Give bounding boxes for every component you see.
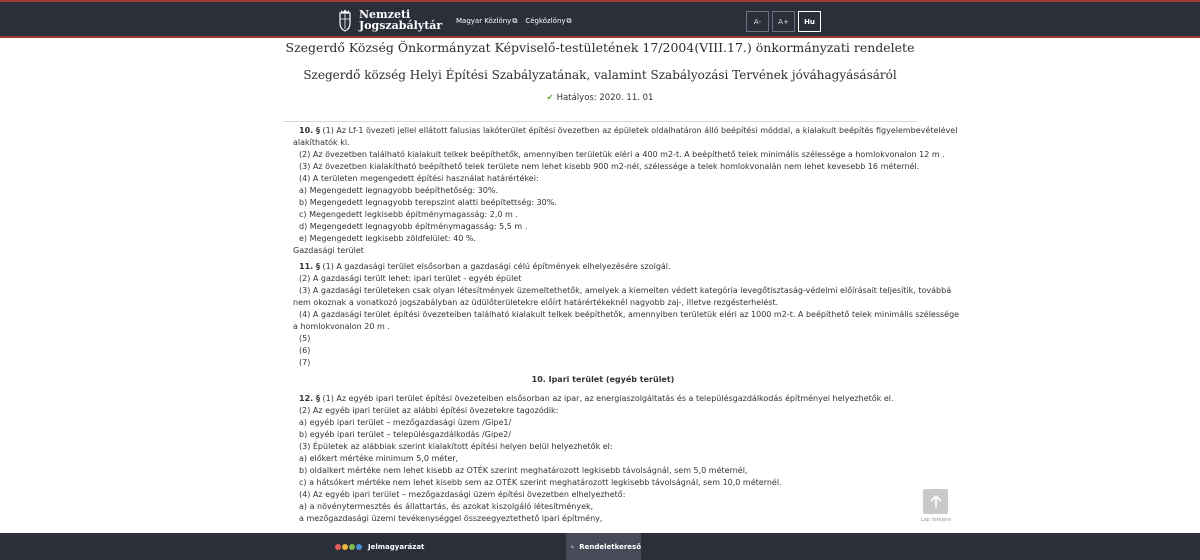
section-number: 11. § bbox=[299, 262, 320, 271]
text-line: b) Megengedett legnagyobb terepszint alatti beépítettség: 30%. bbox=[299, 198, 557, 207]
text-line: a) egyéb ipari terület – mezőgazdasági üzem /Gipe1/ bbox=[299, 418, 512, 427]
text-line: a) a növénytermesztés és állattartás, és azokat kiszolgáló létesítmények, bbox=[299, 502, 594, 511]
text-line: d) Megengedett legnagyobb építménymagasság: 5,5 m . bbox=[299, 222, 528, 231]
logo-text bbox=[359, 9, 442, 31]
text-line: a) előkert mértéke minimum 5,0 méter, bbox=[299, 454, 459, 463]
external-link-icon: ⧉ bbox=[566, 17, 572, 25]
text-line: (6) bbox=[299, 346, 311, 355]
text-line: e) Megengedett legkisebb zöldfelület: 40 %. bbox=[299, 234, 476, 243]
text-line: b) oldalkert mértéke nem lehet kisebb az OTÉK szerint meghatározott legkisebb távolságnál, sem 5,0 méternél, bbox=[299, 466, 748, 475]
text-line: a homlokvonalon 20 m . bbox=[293, 322, 390, 331]
legend-dot bbox=[349, 544, 355, 550]
finder-label: Rendeletkereső bbox=[579, 542, 641, 551]
site-logo[interactable] bbox=[337, 7, 442, 33]
paragraph-text: (1) A gazdasági terület elsősorban a gazdasági célú építmények elhelyezésére szolgál. bbox=[319, 262, 671, 271]
page-subtitle: Szegerdő község Helyi Építési Szabályzatának, valamint Szabályozási Tervének jóváhagyásásáról bbox=[303, 68, 897, 82]
header-links bbox=[456, 17, 572, 26]
legend-dot bbox=[335, 544, 341, 550]
legend-label: Jelmagyarázat bbox=[368, 542, 425, 551]
text-line: c) a hátsókert mértéke nem lehet kisebb sem az OTÉK szerint meghatározott legkisebb távolságnál, sem 10,0 méternél. bbox=[299, 478, 782, 487]
top-stripe bbox=[0, 0, 1200, 2]
finder-button[interactable] bbox=[566, 533, 641, 560]
section-number: 10. § bbox=[299, 126, 320, 135]
paragraph-text: (1) Az Lf-1 övezeti jellel ellátott falusias lakóterület építési övezetben az épületek oldalhatáron álló beépítési móddal, a kialakult beépítés figyelembevételével bbox=[319, 126, 958, 135]
text-line: (2) Az övezetben található kialakult telkek beépíthetők, amennyiben területük eléri a 400 m2-t. A beépíthető telek minimális szélessége a homlokvonalon 12 m . bbox=[299, 150, 945, 159]
text-line: (7) bbox=[299, 358, 311, 367]
display-controls bbox=[746, 11, 821, 32]
status-badge bbox=[0, 93, 1200, 103]
text-line: (2) A gazdasági terült lehet: ipari terület - egyéb épület bbox=[299, 274, 522, 283]
legend-dot bbox=[356, 544, 362, 550]
text-line: a) Megengedett legnagyobb beépíthetőség: 30%. bbox=[299, 186, 498, 195]
font-decrease-button[interactable]: A- bbox=[746, 11, 769, 32]
text-line: (2) Az egyéb ipari terület az alábbi építési övezetekre tagozódik: bbox=[299, 406, 559, 415]
logo-line1: Nemzeti bbox=[359, 8, 411, 21]
external-link-icon: ⧉ bbox=[512, 17, 518, 25]
page-title: Szegerdő Község Önkormányzat Képviselő-testületének 17/2004(VIII.17.) önkormányzati rendelete bbox=[285, 40, 915, 55]
search-icon bbox=[571, 542, 574, 552]
text-line: alakíthatók ki. bbox=[293, 138, 350, 147]
text-line: (5) bbox=[299, 334, 311, 343]
text-line: c) Megengedett legkisebb építménymagasság: 2,0 m . bbox=[299, 210, 518, 219]
language-button[interactable]: Hu bbox=[798, 11, 821, 32]
bottom-stripe bbox=[0, 36, 1200, 38]
paragraph-12-1 bbox=[293, 393, 913, 405]
logo-line2: Jogszabálytár bbox=[359, 19, 443, 32]
link-label: Cégközlöny bbox=[525, 17, 566, 25]
legend-dot bbox=[342, 544, 348, 550]
status-text: Hatályos: 2020. 11. 01 bbox=[556, 93, 654, 103]
check-icon: ✔ bbox=[546, 93, 554, 103]
link-cegkozlony[interactable] bbox=[525, 17, 571, 26]
text-line: nem okoznak a vonatkozó jogszabályban az üdülőterületekre előírt határértékeknél nagyobb zaj-, illetve rezgésterhelést. bbox=[293, 298, 779, 307]
scroll-top-label: Lap tetejére bbox=[920, 517, 952, 523]
text-line: a mezőgazdasági üzemi tevékenységgel összeegyeztethető ipari építmény, bbox=[299, 514, 603, 523]
text-line: b) egyéb ipari terület – településgazdálkodás /Gipe2/ bbox=[299, 430, 511, 439]
emblem-icon bbox=[337, 8, 353, 32]
text-line: (4) Az egyéb ipari terület – mezőgazdasági üzem építési övezetben elhelyezhető: bbox=[299, 490, 626, 499]
top-navbar bbox=[0, 0, 1200, 38]
font-increase-button[interactable]: A+ bbox=[772, 11, 795, 32]
paragraph-11-1 bbox=[293, 261, 913, 273]
text-line: (3) A gazdasági területeken csak olyan létesítmények üzemeltethetők, amelyek a kiemelten védett kategória levegőtisztaság-védelmi előírásait teljesítik, továbbá bbox=[299, 286, 952, 295]
text-line: (3) Az övezetben kialakítható beépíthető telek területe nem lehet kisebb 900 m2-nél, szélessége a telek homlokvonalán nem lehet kevesebb 16 méternél. bbox=[299, 162, 920, 171]
section-heading-gazdasagi: Gazdasági terület bbox=[293, 246, 364, 255]
text-line: (3) Épületek az alábbiak szerint kialakított építési helyen belül helyezhetők el: bbox=[299, 442, 613, 451]
text-line: (4) A gazdasági terület építési övezeteiben található kialakult telkek beépíthetők, amennyiben területük eléri az 1000 m2-t. A beépíthető telek minimális szélessége bbox=[299, 310, 960, 319]
section-number: 12. § bbox=[299, 394, 320, 403]
paragraph-text: (1) Az egyéb ipari terület építési övezeteiben elsősorban az ipar, az energiaszolgáltatás és a településgazdálkodás építményei helyezhetők el. bbox=[319, 394, 894, 403]
paragraph-10-1 bbox=[293, 125, 958, 137]
bottom-bar bbox=[0, 533, 1200, 560]
link-magyar-kozlony[interactable] bbox=[456, 17, 517, 26]
divider bbox=[283, 121, 917, 122]
link-label: Magyar Közlöny bbox=[456, 17, 512, 25]
legend-dots-icon bbox=[335, 544, 362, 550]
text-line: (4) A területen megengedett építési használat határértékei: bbox=[299, 174, 539, 183]
scroll-top-button[interactable] bbox=[923, 489, 948, 514]
section-heading-ipari: 10. Ipari terület (egyéb terület) bbox=[531, 375, 675, 384]
arrow-up-icon bbox=[930, 495, 942, 509]
legend-button[interactable] bbox=[335, 533, 424, 560]
